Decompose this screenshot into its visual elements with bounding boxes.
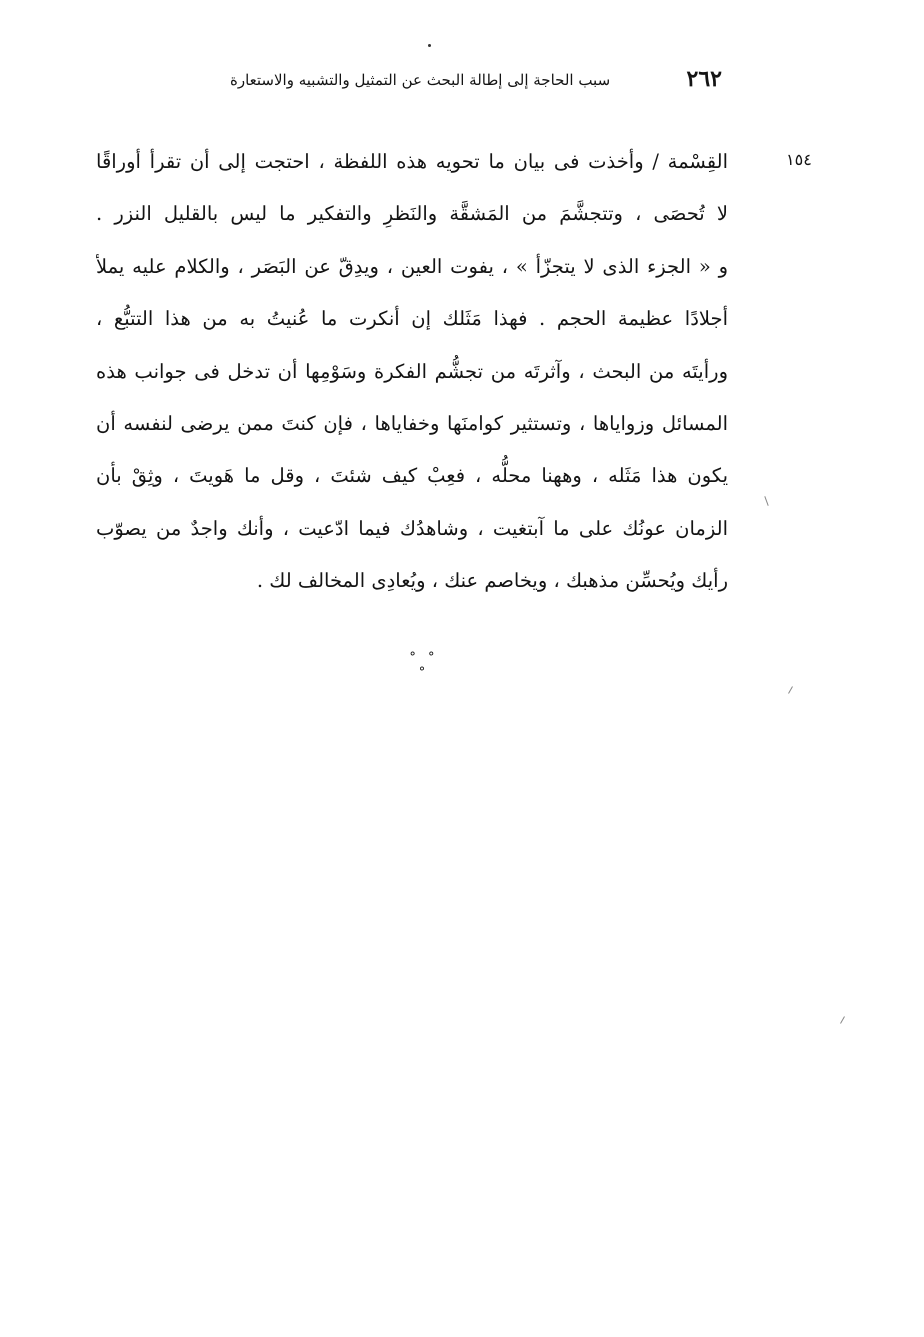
text-line: القِسْمة / وأخذت فى بيان ما تحويه هذه اللفظة ، احتجت إلى أن تقرأ أوراقًا bbox=[96, 150, 728, 173]
text-line: ورأيتَه من البحث ، وآثرتَه من تجشُّم الفكرة وسَوْمِها أن تدخل فى جوانب هذه bbox=[96, 359, 728, 383]
text-line: يكون هذا مَثَله ، وههنا محلُّه ، فعِبْ كيف شئتَ ، وقل ما هَويتَ ، وثِقْ بأن bbox=[96, 464, 728, 488]
scan-mark bbox=[840, 1016, 845, 1023]
text-line: المسائل وزواياها ، وتستثير كوامنَها وخفاياها ، فإن كنتَ ممن يرضى لنفسه أن bbox=[96, 411, 728, 435]
text-line: الزمان عونُك على ما آبتغيت ، وشاهدُك فيما ادّعيت ، وأنك واجدٌ من يصوّب bbox=[96, 516, 728, 540]
margin-marker: ١٥٤ bbox=[786, 150, 812, 169]
body-text bbox=[96, 136, 728, 608]
page-number: ٢٦٢ bbox=[686, 66, 722, 92]
scan-mark bbox=[764, 496, 768, 506]
text-line: رأيك ويُحسِّن مذهبك ، ويخاصم عنك ، ويُعادِى المخالف لك . bbox=[256, 569, 728, 593]
text-line: و « الجزء الذى لا يتجزّأ » ، يفوت العين ، ويدِقّ عن البَصَر ، والكلام عليه يملأ bbox=[96, 254, 728, 278]
scan-mark bbox=[788, 686, 793, 693]
page-header bbox=[230, 66, 730, 96]
text-line: لا تُحصَى ، وتتجشَّمَ من المَشقَّة والنَظرِ والتفكير ما ليس بالقليل النزر . bbox=[96, 202, 728, 226]
section-separator: ° ° ° bbox=[409, 650, 439, 680]
text-line: أجلادًا عظيمة الحجم . فهذا مَثَلك إن أنكرت ما عُنيتُ به من هذا التتبُّع ، bbox=[96, 307, 728, 331]
ink-speck bbox=[428, 44, 431, 47]
running-title: سبب الحاجة إلى إطالة البحث عن التمثيل والتشبيه والاستعارة bbox=[230, 71, 611, 89]
